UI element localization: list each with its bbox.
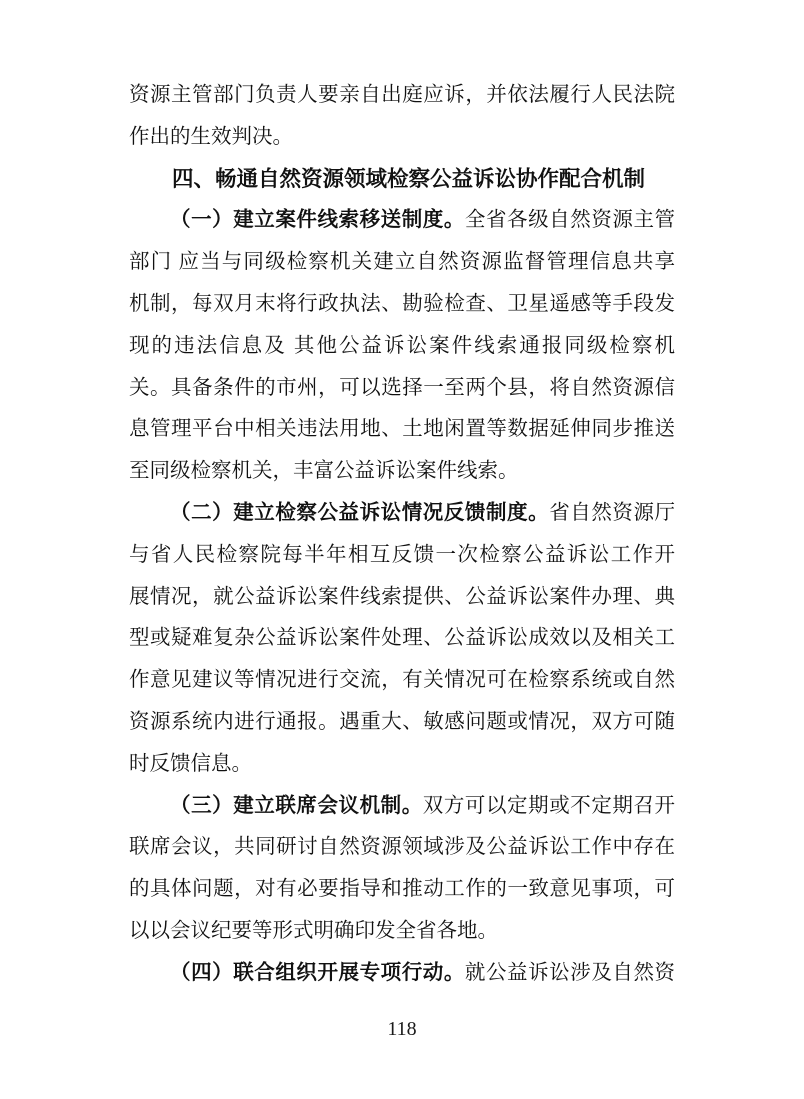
line-text: 型或疑难复杂公益诉讼案件处理、公益诉讼成效以及相关工 [129,627,675,650]
line-text: 以以会议纪要等形式明确印发全省各地。 [129,919,498,942]
paragraph-lead: （一）建立案件线索移送制度。 [170,209,465,232]
text-line [129,75,675,117]
text-line [129,493,675,535]
page-number: 118 [387,1018,417,1040]
text-line [129,702,675,744]
text-line [129,953,675,995]
line-text: 至同级检察机关，丰富公益诉讼案件线索。 [129,460,519,483]
text-line [129,827,675,869]
text-line [129,368,675,410]
paragraph-lead: （三）建立联席会议机制。 [170,794,423,817]
text-line [129,451,675,493]
text-line [129,242,675,284]
line-text: 作意见建议等情况进行交流，有关情况可在检察系统或自然 [129,669,675,692]
line-text: 作出的生效判决。 [129,125,293,148]
text-line [129,117,675,159]
line-text: 息管理平台中相关违法用地、土地闲置等数据延伸同步推送 [129,418,675,441]
line-text: 联席会议，共同研讨自然资源领域涉及公益诉讼工作中存在 [129,836,675,859]
line-text: 展情况，就公益诉讼案件线索提供、公益诉讼案件办理、典 [129,585,675,608]
line-text: 省自然资源厅 [549,501,676,524]
text-line [129,618,675,660]
document-text-block [129,75,675,995]
section-heading: 四、畅通自然资源领域检察公益诉讼协作配合机制 [172,166,646,191]
paragraph-lead: （二）建立检察公益诉讼情况反馈制度。 [170,501,550,524]
line-text: 部门 应当与同级检察机关建立自然资源监督管理信息共享 [129,251,675,274]
line-text: 就公益诉讼涉及自然资 [464,961,676,984]
text-line [129,326,675,368]
text-line [129,744,675,786]
line-text: 资源主管部门负责人要亲自出庭应诉，并依法履行人民法院 [129,84,675,106]
line-text: 全省各级自然资源主管 [464,209,676,232]
text-line [129,869,675,911]
line-text: 与省人民检察院每半年相互反馈一次检察公益诉讼工作开 [129,543,675,566]
text-line [129,660,675,702]
paragraph-lead: （四）联合组织开展专项行动。 [170,961,465,984]
text-line [129,786,675,828]
text-line [129,535,675,577]
text-line [129,911,675,953]
line-text: 的具体问题，对有必要指导和推动工作的一致意见事项，可 [129,878,675,901]
line-text: 双方可以定期或不定期召开 [422,794,676,817]
line-text: 关。具备条件的市州，可以选择一至两个县，将自然资源信 [129,376,675,399]
line-text: 现的违法信息及 其他公益诉讼案件线索通报同级检察机 [129,334,675,357]
text-line [129,284,675,326]
line-text: 时反馈信息。 [129,752,252,775]
text-line [129,200,675,242]
text-line [129,409,675,451]
text-line [129,577,675,619]
line-text: 资源系统内进行通报。遇重大、敏感问题或情况，双方可随 [129,710,675,733]
line-text: 机制，每双月末将行政执法、勘验检查、卫星遥感等手段发 [129,292,675,315]
